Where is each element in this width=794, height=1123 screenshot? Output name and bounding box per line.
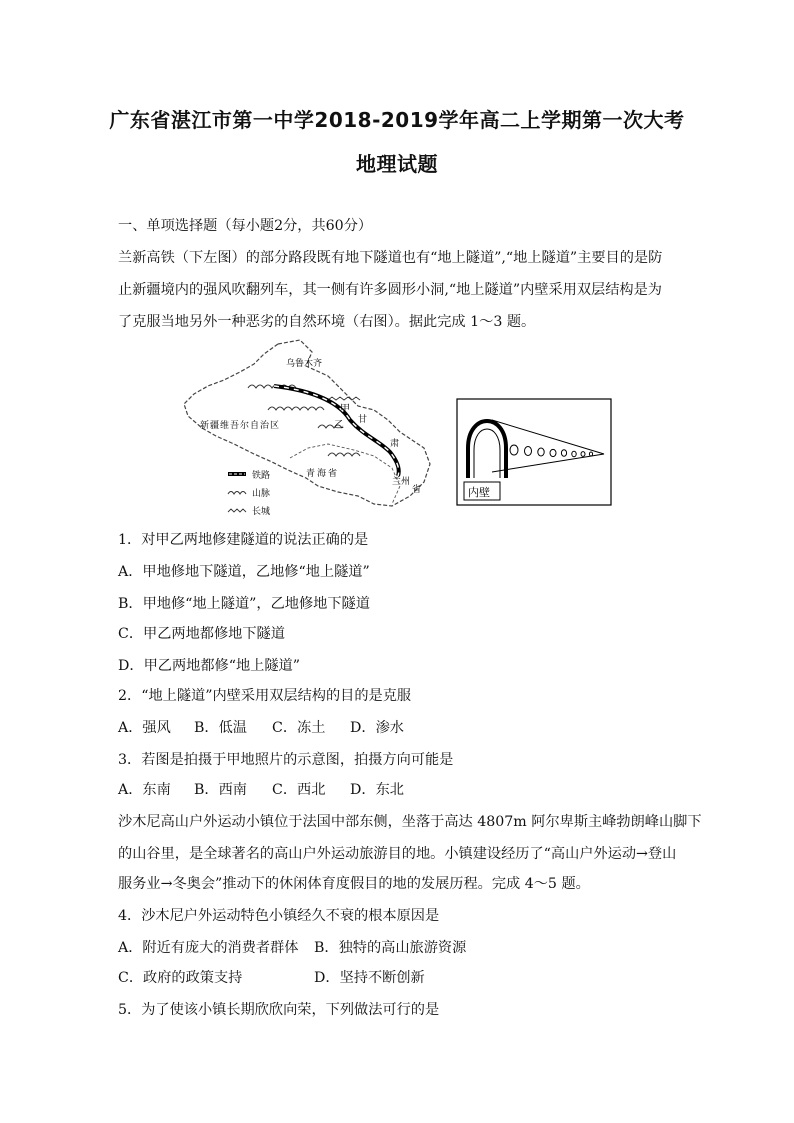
mountain-range [268,407,324,410]
q1-stem: 1．对甲乙两地修建隧道的说法正确的是 [118,532,369,548]
passage2-line-2: 的山谷里，是全球著名的高山户外运动旅游目的地。小镇建设经历了“高山户外运动→登山 [118,846,677,862]
exam-title: 广东省湛江市第一中学2018-2019学年高二上学期第一次大考 [109,108,685,132]
label-yi: 乙 [334,420,344,431]
tunnel-diagram [456,398,612,506]
label-qinghai: 青海省 [306,469,340,479]
q1-option-c: C．甲乙两地都修地下隧道 [118,626,285,642]
q4-option-c: C．政府的政策支持 [118,970,243,986]
q3-options [118,780,404,800]
q4-stem: 4．沙木尼户外运动特色小镇经久不衰的根本原因是 [118,908,440,924]
passage1-line-2: 止新疆境内的强风吹翻列车，其一侧有许多圆形小洞,“地上隧道”内壁采用双层结构是为 [118,282,662,298]
label-sheng: 省 [412,485,422,495]
q3-option-d: D．东北 [350,782,404,798]
q4-options-row-2 [118,968,425,988]
label-urumqi: 乌鲁木齐 [286,359,323,369]
label-jia: 甲 [340,404,350,415]
q4-option-a: A．附近有庞大的消费者群体 [118,940,299,956]
railway-map-figure [178,336,443,524]
passage2-line-1: 沙木尼高山户外运动小镇位于法国中部东侧，坐落于高达 4807m 阿尔卑斯主峰勃朗峰山脚下 [118,814,702,830]
label-inner-wall: 内壁 [468,486,490,499]
q5-stem: 5．为了使该小镇长期欣欣向荣，下列做法可行的是 [118,1002,440,1018]
q2-options [118,718,404,738]
legend-railway: 铁路 [252,471,271,481]
section-heading: 一、单项选择题（每小题2分，共60分） [118,218,373,234]
legend-great-wall: 长城 [252,507,271,517]
map-legend [228,469,270,517]
q2-option-b: B．低温 [194,720,247,736]
q3-stem: 3．若图是拍摄于甲地照片的示意图，拍摄方向可能是 [118,752,454,768]
label-xinjiang: 新疆维吾尔自治区 [200,421,281,431]
q1-option-b: B．甲地修“地上隧道”，乙地修地下隧道 [118,596,370,612]
q1-option-a: A．甲地修地下隧道，乙地修“地上隧道” [118,564,370,580]
q4-options-row-1 [118,938,466,958]
mountain-range [328,453,360,456]
q3-option-a: A．东南 [118,782,171,798]
passage1-line-3: 了克服当地另外一种恶劣的自然环境（右图）。据此完成 1～3 题。 [118,314,536,330]
q3-option-c: C．西北 [272,782,326,798]
q2-stem: 2．“地上隧道”内壁采用双层结构的目的是克服 [118,688,412,704]
q2-option-c: C．冻土 [272,720,326,736]
great-wall [328,397,360,400]
q2-option-a: A．强风 [118,720,171,736]
q2-option-d: D．渗水 [350,720,404,736]
label-lanzhou: 兰州 [392,477,411,487]
q1-option-d: D．甲乙两地都修“地上隧道” [118,658,300,674]
q4-option-d: D．坚持不断创新 [314,970,425,986]
q4-option-b: B．独特的高山旅游资源 [314,940,467,956]
label-gan: 甘 [358,415,368,425]
passage2-line-3: 服务业→冬奥会”推动下的休闲体育度假目的地的发展历程。完成 4～5 题。 [118,876,590,892]
exam-subtitle: 地理试题 [356,152,438,176]
label-su: 肃 [390,439,400,449]
legend-mountain: 山脉 [252,489,271,499]
passage1-line-1: 兰新高铁（下左图）的部分路段既有地下隧道也有“地上隧道”,“地上隧道”主要目的是防 [118,250,663,266]
q3-option-b: B．西南 [194,782,247,798]
